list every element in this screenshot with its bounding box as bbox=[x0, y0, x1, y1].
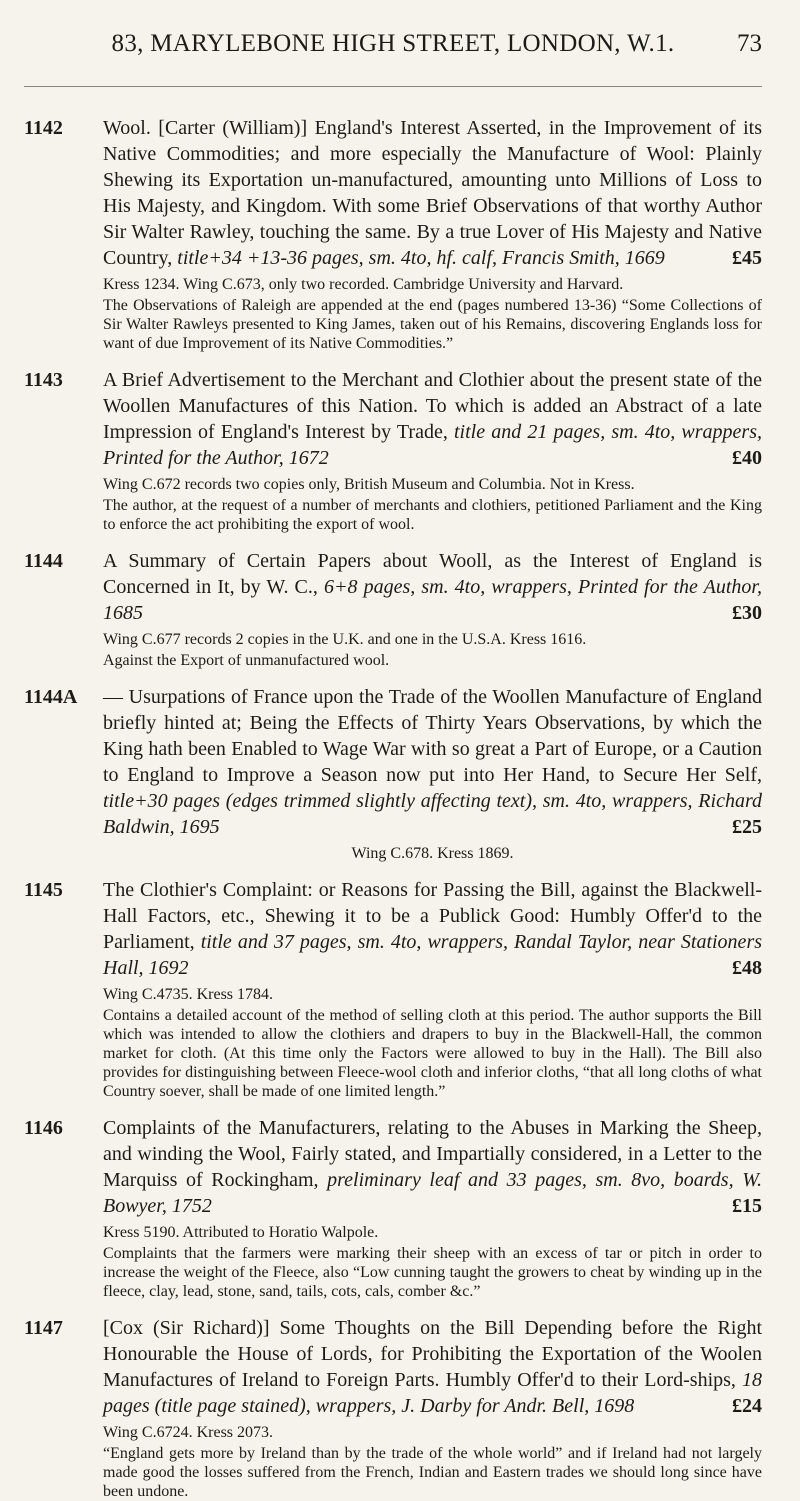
catalogue-entry bbox=[24, 115, 762, 353]
entry-note: Wing C.672 records two copies only, British Museum and Columbia. Not in Kress. bbox=[103, 476, 635, 493]
catalogue-entry bbox=[24, 877, 762, 1101]
entry-number: 1144 bbox=[24, 550, 63, 572]
entry-price: £15 bbox=[732, 1195, 762, 1217]
catalogue-entry bbox=[24, 1315, 762, 1501]
entry-notes bbox=[103, 275, 762, 353]
entry-notes bbox=[103, 985, 762, 1101]
entry-number: 1144A bbox=[24, 686, 78, 708]
entry-note: Against the Export of unmanufactured wool. bbox=[103, 652, 390, 669]
entry-notes bbox=[103, 844, 762, 863]
running-title: 83, MARYLEBONE HIGH STREET, LONDON, W.1. bbox=[111, 30, 675, 57]
entry-note: Contains a detailed account of the method of selling cloth at this period. The author supports the Bill which was intended to allow the clothiers and drapers to buy in the Blackwell-Hall, the common market for cloth. (At this time only the Factors were allowed to buy in the Hall). The Bill also provides for distinguishing between Fleece-wool cloth and inferior cloths, “that all long cloths of what Country soever, shall be made of one limited length.” bbox=[103, 1007, 762, 1100]
entry-lead: Wool. [Carter (William)] England's Interest Asserted, in the Improvement of its Native Commodities; and more especially the Manufacture of Wool: Plainly Shewing its Exportation un-manufactured, amounting unto Millions of Loss to His Majesty, and Kingdom. With some Brief Observations of that worthy Author Sir Walter Rawley, touching the same. By a true Lover of His Majesty and Native Country, bbox=[103, 117, 762, 269]
entry-number: 1146 bbox=[24, 1117, 63, 1139]
entry-notes bbox=[103, 1423, 762, 1501]
entry-price: £45 bbox=[732, 247, 762, 269]
entry-detail: title and 21 pages, sm. 4to, wrappers, Printed for the Author, 1672 bbox=[103, 421, 762, 469]
entry-title bbox=[103, 1115, 762, 1219]
entry-lead: A Brief Advertisement to the Merchant and Clothier about the present state of the Woollen Manufactures of this Nation. To which is added an Abstract of a late Impression of England's Interest by Trade, bbox=[103, 369, 762, 443]
entry-note: The author, at the request of a number of merchants and clothiers, petitioned Parliament and the King to enforce the act prohibiting the export of wool. bbox=[103, 497, 762, 533]
entry-number: 1142 bbox=[24, 117, 63, 139]
entry-note: Complaints that the farmers were marking their sheep with an excess of tar or pitch in order to increase the weight of the Fleece, also “Low cunning taught the growers to cheat by winding up in the fleece, clay, lead, stone, sand, tails, cots, cals, comber &c.” bbox=[103, 1245, 762, 1300]
entry-note: Kress 1234. Wing C.673, only two recorded. Cambridge University and Harvard. bbox=[103, 276, 624, 293]
entry-price: £30 bbox=[732, 602, 762, 624]
entry-note: Kress 5190. Attributed to Horatio Walpole. bbox=[103, 1224, 379, 1241]
entry-notes bbox=[103, 630, 762, 670]
entry-note: Wing C.677 records 2 copies in the U.K. and one in the U.S.A. Kress 1616. bbox=[103, 631, 587, 648]
entry-lead: Complaints of the Manufacturers, relating to the Abuses in Marking the Sheep, and winding the Wool, Fairly stated, and Impartially considered, in a Letter to the Marquiss of Rockingham, bbox=[103, 1117, 762, 1191]
entry-note: Wing C.678. Kress 1869. bbox=[351, 845, 514, 862]
entry-detail: preliminary leaf and 33 pages, sm. 8vo, boards, W. Bowyer, 1752 bbox=[103, 1169, 763, 1217]
entry-title bbox=[103, 115, 762, 271]
entry-title bbox=[103, 1315, 762, 1419]
entry-title bbox=[103, 877, 762, 981]
entry-number: 1143 bbox=[24, 369, 63, 391]
entry-title bbox=[103, 548, 762, 626]
entry-notes bbox=[103, 1223, 762, 1301]
entry-note: Wing C.4735. Kress 1784. bbox=[103, 986, 274, 1003]
entry-number: 1147 bbox=[24, 1317, 63, 1339]
entry-lead: [Cox (Sir Richard)] Some Thoughts on the Bill Depending before the Right Honourable the House of Lords, for Prohibiting the Exportation of the Woolen Manufactures of Ireland to Foreign Parts. Humbly Offer'd to their Lord-ships, bbox=[103, 1317, 762, 1391]
catalogue-entry bbox=[24, 684, 762, 863]
page-number: 73 bbox=[737, 30, 762, 57]
entry-price: £40 bbox=[732, 447, 762, 469]
catalogue-entry bbox=[24, 367, 762, 534]
entry-lead: A Summary of Certain Papers about Wooll, as the Interest of England is Concerned in It, by W. C., bbox=[103, 550, 762, 598]
entry-title bbox=[103, 684, 762, 840]
entry-note: The Observations of Raleigh are appended at the end (pages numbered 13-36) “Some Collections of Sir Walter Rawleys presented to King James, taken out of his Remains, discovering Englands loss for want of due Improvement of its Native Commodities.” bbox=[103, 297, 762, 352]
entry-number: 1145 bbox=[24, 879, 63, 901]
entry-detail: title and 37 pages, sm. 4to, wrappers, Randal Taylor, near Stationers Hall, 1692 bbox=[103, 931, 763, 979]
entry-price: £24 bbox=[732, 1395, 762, 1417]
entry-lead: The Clothier's Complaint: or Reasons for Passing the Bill, against the Blackwell-Hall Factors, etc., Shewing it to be a Publick Good: Humbly Offer'd to the Parliament, bbox=[103, 879, 762, 953]
entry-price: £48 bbox=[732, 957, 762, 979]
entry-detail: 18 pages (title page stained), wrappers, J. Darby for Andr. Bell, 1698 bbox=[103, 1369, 762, 1417]
entry-price: £25 bbox=[732, 816, 762, 838]
entry-note: “England gets more by Ireland than by the trade of the whole world” and if Ireland had not largely made good the losses suffered from the French, Indian and Eastern trades we should long since have been undone. bbox=[103, 1445, 762, 1500]
running-head bbox=[24, 0, 762, 87]
entries-list bbox=[24, 115, 762, 1501]
entry-detail: title+34 +13-36 pages, sm. 4to, hf. calf, Francis Smith, 1669 bbox=[177, 247, 665, 269]
entry-detail: 6+8 pages, sm. 4to, wrappers, Printed for the Author, 1685 bbox=[103, 576, 762, 624]
entry-detail: title+30 pages (edges trimmed slightly affecting text), sm. 4to, wrappers, Richard Baldwin, 1695 bbox=[103, 790, 762, 838]
catalogue-entry bbox=[24, 1115, 762, 1301]
entry-title bbox=[103, 367, 762, 471]
entry-note: Wing C.6724. Kress 2073. bbox=[103, 1424, 274, 1441]
entry-notes bbox=[103, 475, 762, 534]
entry-lead: — Usurpations of France upon the Trade of the Woollen Manufacture of England briefly hinted at; Being the Effects of Thirty Years Observations, by which the King hath been Enabled to Wage War with so great a Part of Europe, or a Caution to England to Improve a Season now put into Her Hand, to Secure Her Self, bbox=[103, 686, 762, 786]
catalogue-entry bbox=[24, 548, 762, 670]
